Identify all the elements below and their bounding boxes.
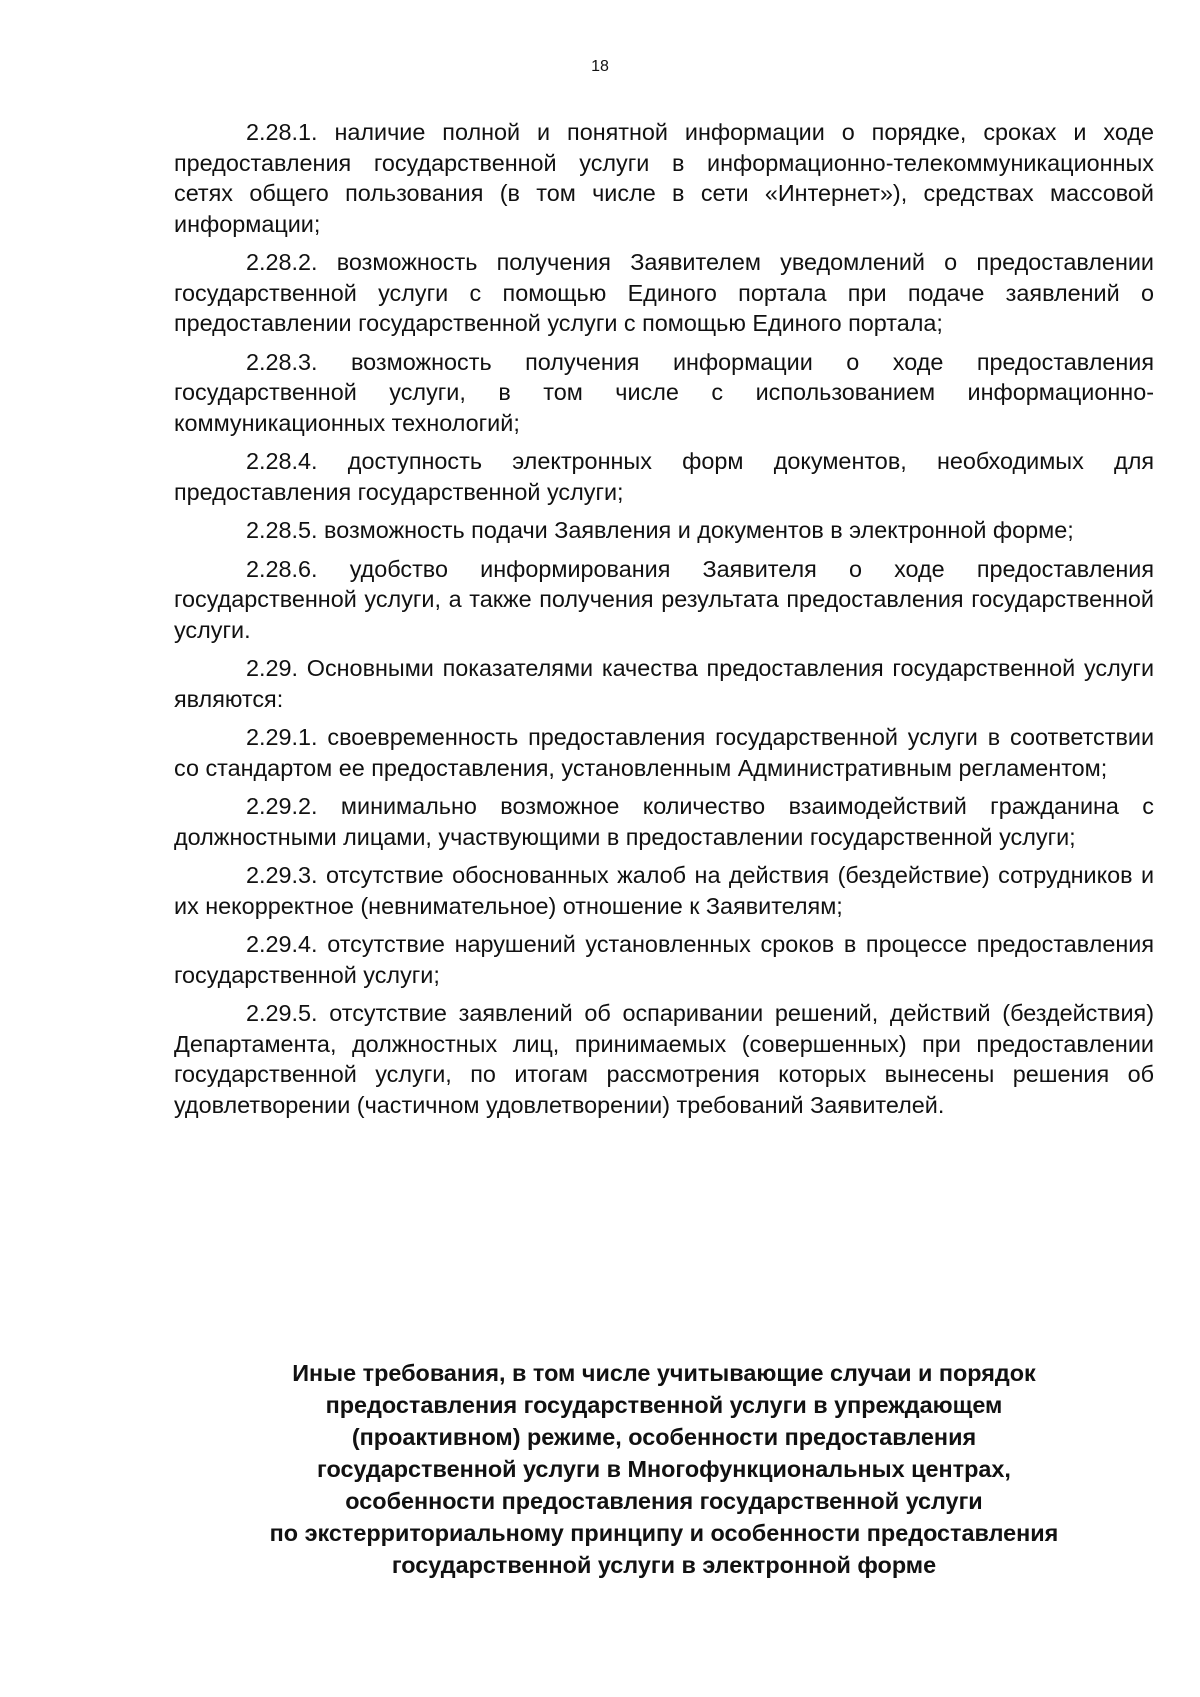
paragraph-2-29-5 [174, 998, 1154, 1120]
paragraph-number: 2.29.3. [246, 862, 318, 888]
paragraph-2-28-6 [174, 554, 1154, 646]
paragraph-number: 2.29.2. [246, 793, 318, 819]
paragraph-text: отсутствие обоснованных жалоб на действия (бездействие) сотрудников и их некорректное (невнимательное) отношение к Заявителям; [174, 862, 1155, 919]
page-number: 18 [591, 58, 609, 75]
paragraph-text: наличие полной и понятной информации о порядке, сроках и ходе предоставления государственной услуги в информационно-телекоммуникационных сетях общего пользования (в том числе в сети «Интернет»), средствах массовой информации; [174, 119, 1154, 237]
section-heading-line: особенности предоставления государственной услуги [345, 1488, 983, 1514]
paragraph-text: возможность получения информации о ходе предоставления государственной услуги, в том числе с использованием информационно-коммуникационных технологий; [174, 348, 1155, 436]
paragraph-text: возможность подачи Заявления и документов в электронной форме; [324, 517, 1074, 543]
paragraph-number: 2.29.5. [246, 1000, 318, 1026]
paragraph-text: удобство информирования Заявителя о ходе предоставления государственной услуги, а также получения результата предоставления государственной услуги. [174, 555, 1155, 643]
paragraph-2-29-2 [174, 791, 1154, 852]
document-body [174, 117, 1154, 1128]
section-heading-line: предоставления государственной услуги в упреждающем [325, 1392, 1003, 1418]
paragraph-text: доступность электронных форм документов, необходимых для предоставления государственной услуги; [174, 448, 1155, 505]
paragraph-number: 2.28.1. [246, 119, 318, 145]
paragraph-2-29-1 [174, 722, 1154, 783]
section-heading-line: (проактивном) режиме, особенности предоставления [351, 1424, 977, 1450]
section-heading-line: по экстерриториальному принципу и особенности предоставления [269, 1520, 1059, 1546]
paragraph-number: 2.28.3. [246, 348, 318, 375]
paragraph-text: отсутствие нарушений установленных сроков в процессе предоставления государственной услуги; [174, 931, 1154, 988]
paragraph-2-28-3 [174, 347, 1154, 439]
paragraph-number: 2.28.5. [246, 517, 318, 543]
section-heading [174, 1357, 1154, 1581]
section-heading-line: государственной услуги в Многофункциональных центрах, [317, 1456, 1011, 1482]
paragraph-2-28-2 [174, 247, 1154, 339]
paragraph-text: возможность получения Заявителем уведомлений о предоставлении государственной услуги с помощью Единого портала при подаче заявлений о предоставлении государственной услуги с помощью Единого портала; [174, 249, 1154, 336]
paragraph-number: 2.28.6. [246, 555, 318, 582]
paragraph-text: отсутствие заявлений об оспаривании решений, действий (бездействия) Департамента, должностных лиц, принимаемых (совершенных) при предоставлении государственной услуги, по итогам рассмотрения которых вынесены решения об удовлетворении (частичном удовлетворении) требований Заявителей. [174, 1000, 1155, 1118]
section-heading-line: государственной услуги в электронной форме [391, 1552, 937, 1578]
paragraph-text: минимально возможное количество взаимодействий гражданина с должностными лицами, участвующими в предоставлении государственной услуги; [174, 793, 1155, 850]
paragraph-2-29-3 [174, 860, 1154, 921]
paragraph-number: 2.29. [246, 655, 299, 681]
paragraph-2-28-5 [174, 515, 1154, 546]
paragraph-number: 2.29.1. [246, 724, 318, 750]
paragraph-text: Основными показателями качества предоставления государственной услуги являются: [174, 655, 1155, 712]
paragraph-number: 2.28.4. [246, 448, 318, 474]
paragraph-number: 2.28.2. [246, 249, 318, 275]
section-heading-line: Иные требования, в том числе учитывающие случаи и порядок [292, 1360, 1036, 1386]
paragraph-2-29-4 [174, 929, 1154, 990]
paragraph-2-28-4 [174, 446, 1154, 507]
paragraph-2-28-1 [174, 117, 1154, 239]
paragraph-2-29 [174, 653, 1154, 714]
paragraph-text: своевременность предоставления государственной услуги в соответствии со стандартом ее предоставления, установленным Административным регламентом; [174, 724, 1155, 781]
paragraph-number: 2.29.4. [246, 931, 318, 957]
